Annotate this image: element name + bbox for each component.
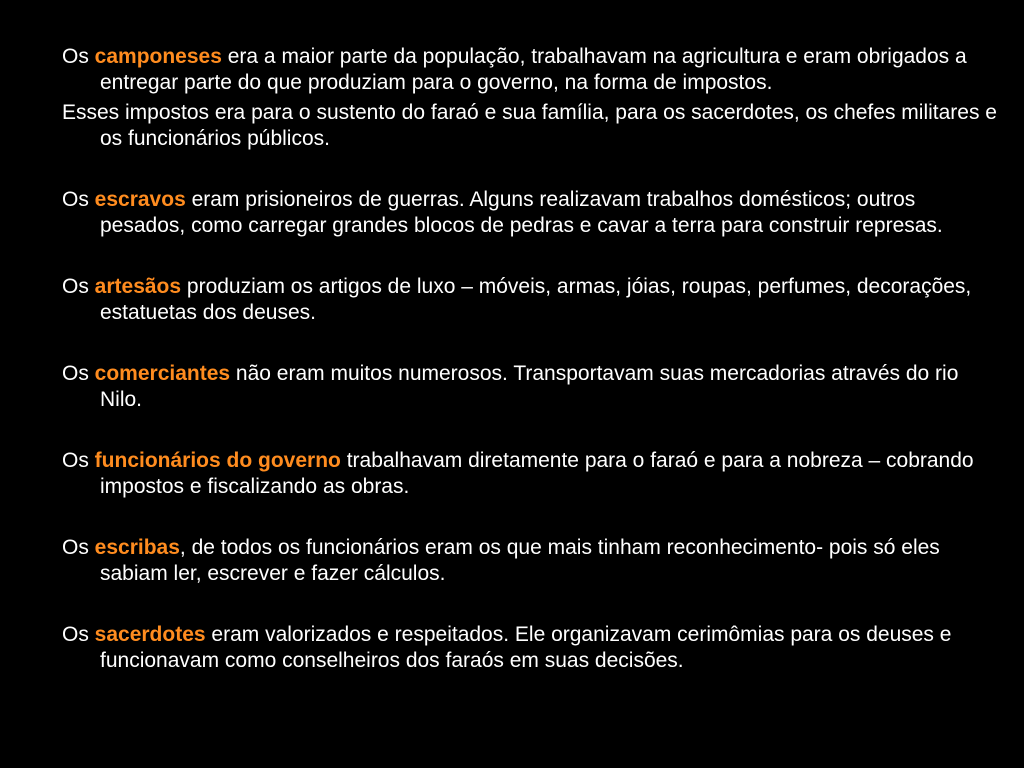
paragraph-text: Esses impostos era para o sustento do faraó e sua família, para os sacerdotes, os chefes militares e os funcionários públicos. <box>62 101 997 150</box>
paragraph-prefix: Os <box>62 188 95 211</box>
paragraph-prefix: Os <box>62 536 95 559</box>
paragraph-artesaos <box>62 274 1002 325</box>
paragraph-camponeses <box>62 44 1002 95</box>
term-sacerdotes: sacerdotes <box>94 623 206 646</box>
paragraph-escribas <box>62 535 1002 586</box>
paragraph-prefix: Os <box>62 275 95 298</box>
paragraph-sacerdotes <box>62 622 1002 673</box>
paragraph-prefix: Os <box>62 623 95 646</box>
paragraph-funcionarios <box>62 448 1002 499</box>
paragraph-escravos <box>62 187 1002 238</box>
paragraph-text: eram valorizados e respeitados. Ele organizavam cerimômias para os deuses e funcionavam como conselheiros dos faraós em suas decisões. <box>100 623 952 672</box>
slide-body <box>62 44 1002 673</box>
paragraph-comerciantes <box>62 361 1002 412</box>
paragraph-prefix: Os <box>62 362 95 385</box>
paragraph-impostos <box>62 100 1002 151</box>
paragraph-prefix: Os <box>62 45 95 68</box>
term-comerciantes: comerciantes <box>94 362 231 385</box>
term-camponeses: camponeses <box>94 45 222 68</box>
paragraph-text: eram prisioneiros de guerras. Alguns realizavam trabalhos domésticos; outros pesados, como carregar grandes blocos de pedras e cavar a terra para construir represas. <box>100 188 943 237</box>
term-funcionarios-do-governo: funcionários do governo <box>94 449 341 472</box>
term-escravos: escravos <box>94 188 186 211</box>
paragraph-prefix: Os <box>62 449 95 472</box>
paragraph-text: era a maior parte da população, trabalhavam na agricultura e eram obrigados a entregar parte do que produziam para o governo, na forma de impostos. <box>100 45 967 94</box>
term-escribas: escribas <box>94 536 180 559</box>
term-artesaos: artesãos <box>94 275 182 298</box>
paragraph-text: trabalhavam diretamente para o faraó e para a nobreza – cobrando impostos e fiscalizando as obras. <box>100 449 974 498</box>
paragraph-text: , de todos os funcionários eram os que mais tinham reconhecimento- pois só eles sabiam ler, escrever e fazer cálculos. <box>100 536 940 585</box>
paragraph-text: não eram muitos numerosos. Transportavam suas mercadorias através do rio Nilo. <box>100 362 959 411</box>
paragraph-text: produziam os artigos de luxo – móveis, armas, jóias, roupas, perfumes, decorações, estatuetas dos deuses. <box>100 275 972 324</box>
